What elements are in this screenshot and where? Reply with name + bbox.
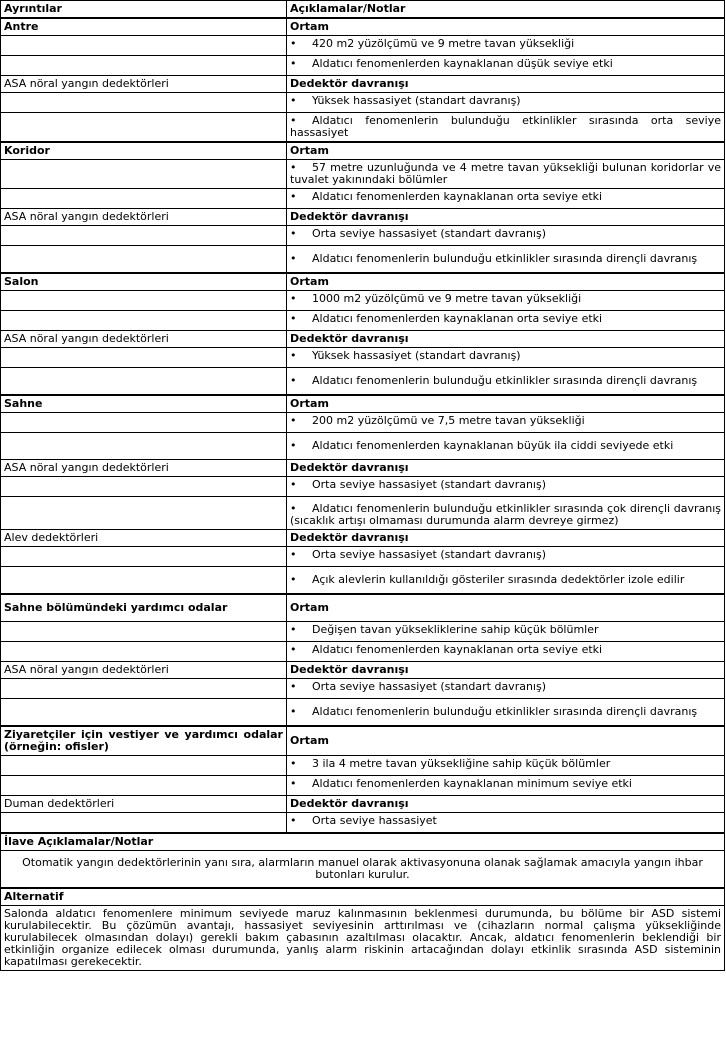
list-item: • Açık alevlerin kullanıldığı gösteriler sırasında dedektörler izole edilir	[287, 567, 725, 595]
detector-type-label: ASA nöral yangın dedektörleri	[1, 662, 287, 679]
flame-detector-label: Alev dedektörleri	[1, 530, 287, 547]
detector-type-label: ASA nöral yangın dedektörleri	[1, 209, 287, 226]
list-item: • Aldatıcı fenomenlerden kaynaklanan minimum seviye etki	[287, 776, 725, 796]
list-item: • 3 ila 4 metre tavan yüksekliğine sahip küçük bölümler	[287, 756, 725, 776]
list-item: • Yüksek hassasiyet (standart davranış)	[287, 348, 725, 368]
list-item: • Aldatıcı fenomenlerin bulunduğu etkinlikler sırasında dirençli davranış	[287, 699, 725, 727]
list-item: • Aldatıcı fenomenlerden kaynaklanan orta seviye etki	[287, 189, 725, 209]
list-item: • Aldatıcı fenomenlerden kaynaklanan orta seviye etki	[287, 642, 725, 662]
extra-notes-title: İlave Açıklamalar/Notlar	[1, 833, 725, 851]
smoke-detector-label: Duman dedektörleri	[1, 796, 287, 813]
section-title: Salon	[1, 273, 287, 291]
alternative-text: Salonda aldatıcı fenomenlere minimum seviyede maruz kalınmasının beklenmesi durumunda, bu bölüme bir ASD sistemi kurulabilecektir. Bu çözümün avantajı, hassasiyet seviyesinin arttırılması ve (cihazların normal çalışma yüksekliğinde kurulabilecek olmasından dolayı) gerekli bakım çabasının azaltılması olacaktır. Ancak, aldatıcı fenomenlerin beklendiği bir etkinliğin organize edilecek olması durumunda, yanlış alarm riskinin artacağından dolayı etkinlik sırasında ASD sisteminin kapatılması gerekecektir.	[1, 906, 725, 971]
list-item: • Orta seviye hassasiyet (standart davranış)	[287, 679, 725, 699]
detector-label: Dedektör davranışı	[287, 209, 725, 226]
list-item: • Orta seviye hassasiyet (standart davranış)	[287, 226, 725, 246]
list-item: • Aldatıcı fenomenlerden kaynaklanan düşük seviye etki	[287, 56, 725, 76]
list-item: • Yüksek hassasiyet (standart davranış)	[287, 93, 725, 113]
table-header-row	[1, 1, 725, 19]
list-item: • Aldatıcı fenomenlerin bulunduğu etkinlikler sırasında dirençli davranış	[287, 246, 725, 274]
detector-type-label: ASA nöral yangın dedektörleri	[1, 460, 287, 477]
detector-label: Dedektör davranışı	[287, 76, 725, 93]
list-item: • Orta seviye hassasiyet	[287, 813, 725, 834]
list-item: • Aldatıcı fenomenlerin bulunduğu etkinlikler sırasında orta seviye hassasiyet	[287, 113, 725, 143]
list-item: • Değişen tavan yüksekliklerine sahip küçük bölümler	[287, 622, 725, 642]
env-label: Ortam	[287, 726, 725, 756]
section-title: Koridor	[1, 142, 287, 160]
detector-type-label: ASA nöral yangın dedektörleri	[1, 331, 287, 348]
list-item: • 57 metre uzunluğunda ve 4 metre tavan yüksekliği bulunan koridorlar ve tuvalet yakınındaki bölümler	[287, 160, 725, 189]
section-title: Antre	[1, 18, 287, 36]
list-item: • 420 m2 yüzölçümü ve 9 metre tavan yüksekliği	[287, 36, 725, 56]
env-label: Ortam	[287, 18, 725, 36]
detector-label: Dedektör davranışı	[287, 331, 725, 348]
detector-label: Dedektör davranışı	[287, 460, 725, 477]
env-label: Ortam	[287, 273, 725, 291]
list-item: • Aldatıcı fenomenlerden kaynaklanan orta seviye etki	[287, 311, 725, 331]
section-title: Sahne bölümündeki yardımcı odalar	[1, 594, 287, 622]
header-details: Ayrıntılar	[1, 1, 287, 19]
detector-label: Dedektör davranışı	[287, 796, 725, 813]
list-item: • Orta seviye hassasiyet (standart davranış)	[287, 477, 725, 497]
section-title: Ziyaretçiler için vestiyer ve yardımcı odalar (örneğin: ofisler)	[1, 726, 287, 756]
detector-label: Dedektör davranışı	[287, 662, 725, 679]
detector-label: Dedektör davranışı	[287, 530, 725, 547]
list-item: • Orta seviye hassasiyet (standart davranış)	[287, 547, 725, 567]
list-item: • Aldatıcı fenomenlerin bulunduğu etkinlikler sırasında çok dirençli davranış (sıcaklık artışı olmaması durumunda alarm devreye girmez)	[287, 497, 725, 530]
env-label: Ortam	[287, 142, 725, 160]
env-label: Ortam	[287, 594, 725, 622]
list-item: • 1000 m2 yüzölçümü ve 9 metre tavan yüksekliği	[287, 291, 725, 311]
section-title-row	[1, 18, 725, 36]
list-item: • Aldatıcı fenomenlerden kaynaklanan büyük ila ciddi seviyede etki	[287, 433, 725, 460]
list-item: • 200 m2 yüzölçümü ve 7,5 metre tavan yüksekliği	[287, 413, 725, 433]
extra-notes-text: Otomatik yangın dedektörlerinin yanı sıra, alarmların manuel olarak aktivasyonuna olanak sağlamak amacıyla yangın ihbar butonları kurulur.	[1, 851, 725, 889]
alternative-title: Alternatif	[1, 888, 725, 906]
list-item: • Aldatıcı fenomenlerin bulunduğu etkinlikler sırasında dirençli davranış	[287, 368, 725, 396]
env-label: Ortam	[287, 395, 725, 413]
section-title: Sahne	[1, 395, 287, 413]
header-notes: Açıklamalar/Notlar	[287, 1, 725, 19]
detector-type-label: ASA nöral yangın dedektörleri	[1, 76, 287, 93]
